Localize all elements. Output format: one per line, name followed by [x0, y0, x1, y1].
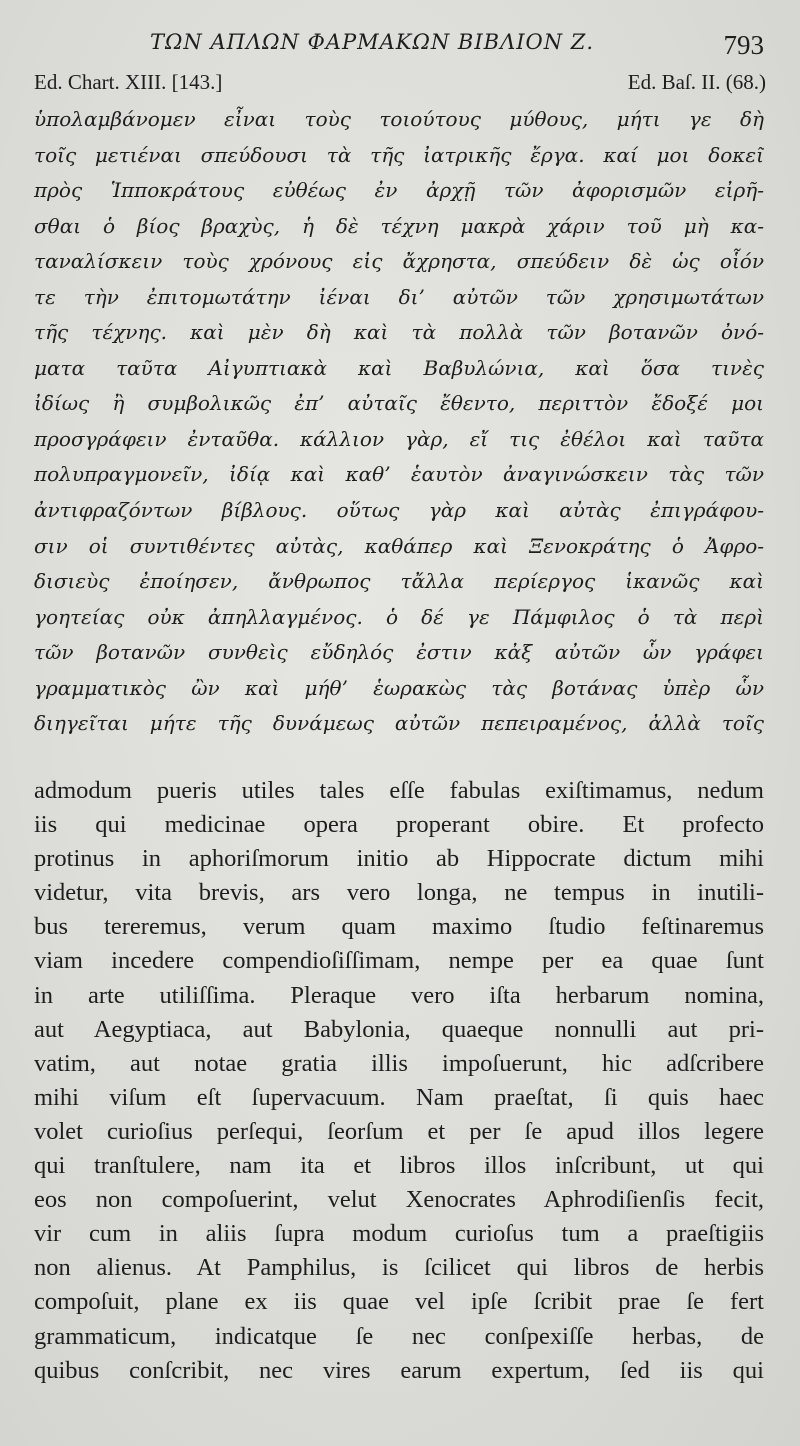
- latin-text-line: volet curioſius perſequi, ſeorſum et per ſe apud illos legere: [34, 1117, 764, 1145]
- page-number: 793: [723, 30, 764, 60]
- latin-text-line: in arte utiliſſima. Pleraque vero iſta herbarum nomina,: [34, 981, 764, 1009]
- greek-text-line: τοῖς μετιέναι σπεύδουσι τὰ τῆς ἰατρικῆς ἔργα. καί μοι δοκεῖ: [34, 142, 764, 167]
- greek-text-line: ὑπολαμβάνομεν εἶναι τοὺς τοιούτους μύθους, μήτι γε δὴ: [34, 107, 764, 131]
- latin-text-line: vatim, aut notae gratia illis impoſuerunt, hic adſcribere: [34, 1049, 764, 1077]
- latin-text-line: viam incedere compendioſiſſimam, nempe per ea quae ſunt: [34, 947, 764, 975]
- greek-text-line: δισιεὺς ἐποίησεν, ἄνθρωπος τἄλλα περίεργος ἱκανῶς καὶ: [34, 569, 764, 594]
- greek-text-line: τῆς τέχνης. καὶ μὲν δὴ καὶ τὰ πολλὰ τῶν βοτανῶν ὀνό-: [34, 320, 764, 345]
- greek-text-line: πρὸς Ἱπποκράτους εὐθέως ἐν ἀρχῇ τῶν ἀφορισμῶν εἰρῆ-: [34, 178, 764, 203]
- greek-text-line: τε τὴν ἐπιτομωτάτην ἰέναι δι’ αὐτῶν τῶν χρησιμωτάτων: [34, 284, 764, 309]
- running-head: [0, 26, 800, 66]
- latin-text-line: bus tereremus, verum quam maximo ſtudio feſtinaremus: [34, 913, 764, 941]
- running-title: ΤΩΝ ΑΠΛΩΝ ΦΑΡΜΑΚΩΝ ΒΙΒΛΙΟΝ Ζ.: [150, 30, 595, 54]
- greek-text-line: διηγεῖται μήτε τῆς δυνάμεως αὐτῶν πεπειραμένος, ἀλλὰ τοῖς: [34, 711, 764, 736]
- latin-text-line: iis qui medicinae opera properant obire. Et profecto: [34, 811, 764, 839]
- greek-text-line: σθαι ὁ βίος βραχὺς, ἡ δὲ τέχνη μακρὰ χάριν τοῦ μὴ κα-: [34, 213, 764, 238]
- greek-text-line: πολυπραγμονεῖν, ἰδίᾳ καὶ καθ’ ἑαυτὸν ἀναγινώσκειν τὰς τῶν: [34, 462, 764, 487]
- greek-text-line: ἀντιφραζόντων βίβλους. οὕτως γὰρ καὶ αὐτὰς ἐπιγράφου-: [34, 498, 764, 523]
- latin-text-line: compoſuit, plane ex iis quae vel ipſe ſcribit prae ſe fert: [34, 1288, 764, 1316]
- latin-text-line: vir cum in aliis ſupra modum curioſus tum a praeſtigiis: [34, 1220, 764, 1248]
- greek-text-block: [34, 102, 764, 742]
- latin-text-line: eos non compoſuerint, velut Xenocrates Aphrodiſienſis fecit,: [34, 1186, 764, 1214]
- latin-text-line: aut Aegyptiaca, aut Babylonia, quaeque nonnulli aut pri-: [34, 1015, 764, 1043]
- latin-text-line: qui tranſtulere, nam ita et libros illos inſcribunt, ut qui: [34, 1152, 764, 1180]
- latin-text-line: quibus conſcribit, nec vires earum expertum, ſed iis qui: [34, 1356, 764, 1384]
- greek-text-line: ταναλίσκειν τοὺς χρόνους εἰς ἄχρηστα, σπεύδειν δὲ ὡς οἷόν: [34, 249, 764, 274]
- latin-text-line: admodum pueris utiles tales eſſe fabulas exiſtimamus, nedum: [34, 777, 764, 804]
- latin-text-line: mihi viſum eſt ſupervacuum. Nam praeſtat, ſi quis haec: [34, 1083, 764, 1111]
- latin-text-line: grammaticum, indicatque ſe nec conſpexiſſe herbas, de: [34, 1322, 764, 1350]
- greek-text-line: σιν οἱ συντιθέντες αὐτὰς, καθάπερ καὶ Ξενοκράτης ὁ Ἀφρο-: [34, 533, 764, 558]
- edition-reference-line: [34, 70, 766, 98]
- edition-reference-basel: Ed. Baſ. II. (68.): [627, 70, 766, 94]
- latin-text-block: [34, 774, 764, 1388]
- greek-text-line: τῶν βοτανῶν συνθεὶς εὔδηλός ἐστιν κἀξ αὐτῶν ὧν γράφει: [34, 640, 764, 665]
- greek-text-line: προσγράφειν ἐνταῦθα. κάλλιον γὰρ, εἴ τις ἐθέλοι καὶ ταῦτα: [34, 426, 764, 451]
- greek-text-line: γραμματικὸς ὢν καὶ μήθ’ ἑωρακὼς τὰς βοτάνας ὑπὲρ ὧν: [34, 675, 764, 700]
- latin-text-line: protinus in aphoriſmorum initio ab Hippocrate dictum mihi: [34, 845, 764, 873]
- latin-text-line: videtur, vita brevis, ars vero longa, ne tempus in inutili-: [34, 879, 764, 907]
- greek-text-line: ἰδίως ἢ συμβολικῶς ἐπ’ αὐταῖς ἔθεντο, περιττὸν ἔδοξέ μοι: [34, 391, 764, 416]
- latin-text-line: non alienus. At Pamphilus, is ſcilicet qui libros de herbis: [34, 1254, 764, 1282]
- greek-text-line: γοητείας οὐκ ἀπηλλαγμένος. ὁ δέ γε Πάμφιλος ὁ τὰ περὶ: [34, 604, 764, 629]
- edition-reference-chartier: Ed. Chart. XIII. [143.]: [34, 70, 223, 94]
- greek-text-line: ματα ταῦτα Αἰγυπτιακὰ καὶ Βαβυλώνια, καὶ ὅσα τινὲς: [34, 355, 764, 380]
